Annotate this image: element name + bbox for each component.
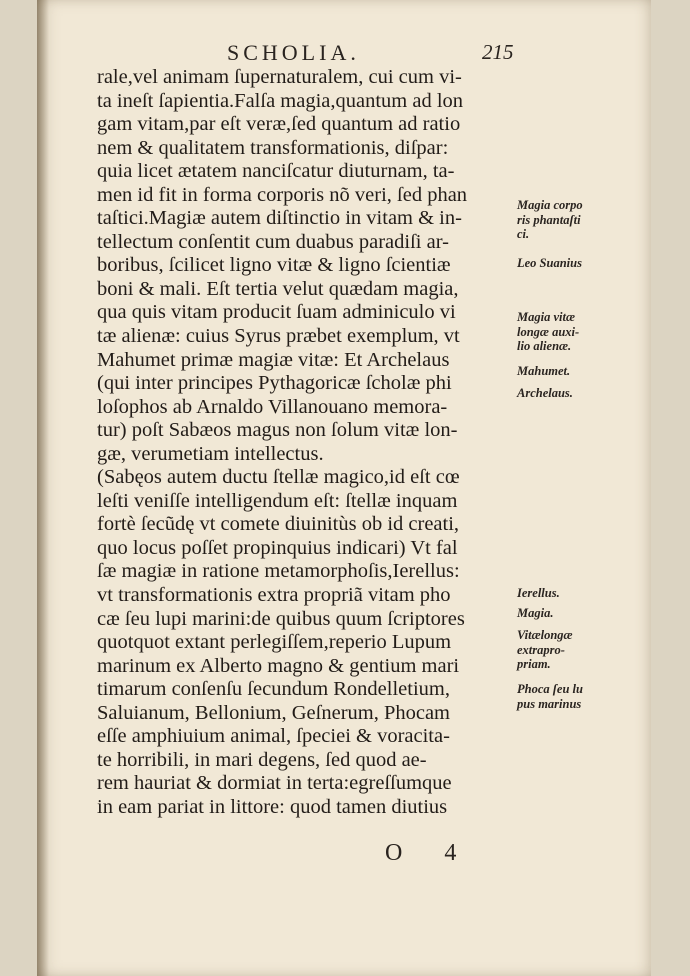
text-line: Saluianum, Bellonium, Geſnerum, Phocam: [97, 701, 451, 724]
margin-note-magia-corporis: Magia corpo ris phantaſti ci.: [517, 198, 583, 241]
text-line: vt transformationis extra propriã vitam pho: [97, 584, 451, 607]
text-line: eſſe amphiuium animal, ſpeciei & voracita-: [97, 725, 450, 748]
text-line: ſæ magiæ in ratione metamorphoſis,Ierellus:: [97, 560, 460, 583]
margin-note-vitae-longae-extra-propriam: Vitælongæ extrapro- priam.: [517, 628, 573, 671]
text-line: gam vitam,par eſt veræ,ſed quantum ad ratio: [97, 113, 461, 136]
text-line: ta ineſt ſapientia.Falſa magia,quantum ad lon: [97, 89, 464, 112]
text-line: (qui inter principes Pythagoricæ ſcholæ phi: [97, 372, 452, 395]
text-line: Mahumet primæ magiæ vitæ: Et Archelaus: [97, 348, 450, 371]
text-line: nem & qualitatem transformationis, diſpar:: [97, 136, 449, 159]
text-line: loſophos ab Arnaldo Villanouano memora-: [97, 395, 448, 418]
text-line: in eam pariat in littore: quod tamen diutius: [97, 795, 448, 818]
text-line: tellectum conſentit cum duabus paradiſi ar-: [97, 230, 449, 253]
text-line: leſti veniſſe intelligendum eſt: ſtellæ inquam: [97, 489, 458, 512]
text-line: taſtici.Magiæ autem diſtinctio in vitam & in-: [97, 207, 462, 230]
margin-note-magia: Magia.: [517, 606, 554, 620]
page-gutter-shadow: [37, 0, 49, 976]
text-line: timarum conſenſu ſecundum Rondelletium,: [97, 678, 450, 701]
text-line: gæ, verumetiam intellectus.: [97, 442, 324, 465]
text-line: tæ alienæ: cuius Syrus præbet exemplum, vt: [97, 325, 460, 348]
running-title: SCHOLIA.: [227, 40, 360, 65]
text-line: te horribili, in mari degens, ſed quod ae-: [97, 748, 427, 771]
text-line: tur) poſt Sabæos magus non ſolum vitæ lon-: [97, 419, 458, 442]
text-line: men id fit in forma corporis nõ veri, ſed phan: [97, 183, 468, 206]
main-text-block: [97, 66, 557, 820]
text-line: quo locus poſſet propinquius indicari) Vt fal: [97, 536, 458, 559]
text-line: cæ ſeu lupi marini:de quibus quum ſcriptores: [97, 607, 465, 630]
book-page: [37, 0, 651, 976]
margin-note-leo-suanius: Leo Suanius: [517, 256, 582, 270]
margin-note-archelaus: Archelaus.: [517, 386, 573, 400]
page-number: 215: [482, 40, 514, 64]
text-line: boribus, ſcilicet ligno vitæ & ligno ſcientiæ: [97, 254, 451, 277]
margin-note-mahumet: Mahumet.: [517, 364, 571, 378]
text-line: quotquot extant perlegiſſem,reperio Lupum: [97, 631, 452, 654]
signature-mark: O 4: [385, 840, 475, 866]
text-line: marinum ex Alberto magno & gentium mari: [97, 654, 460, 677]
text-line: (Sabęos autem ductu ſtellæ magico,id eſt cœ: [97, 466, 460, 489]
text-line: quia licet ætatem nanciſcatur diuturnam, ta-: [97, 160, 455, 183]
margin-note-magia-vitae-longae: Magia vitæ longæ auxi- lio alienæ.: [517, 310, 580, 353]
text-line: qua quis vitam producit ſuam adminiculo vi: [97, 301, 456, 324]
text-line: fortè ſecũdę vt comete diuinitùs ob id creati,: [97, 513, 460, 536]
text-line: rale,vel animam ſupernaturalem, cui cum vi-: [97, 66, 462, 88]
margin-note-phoca-lupus-marinus: Phoca ſeu lu pus marinus: [517, 682, 583, 711]
text-line: rem hauriat & dormiat in terta:egreſſumque: [97, 772, 452, 795]
text-line: boni & mali. Eſt tertia velut quædam magia,: [97, 277, 459, 300]
margin-note-ierellus: Ierellus.: [517, 586, 560, 600]
